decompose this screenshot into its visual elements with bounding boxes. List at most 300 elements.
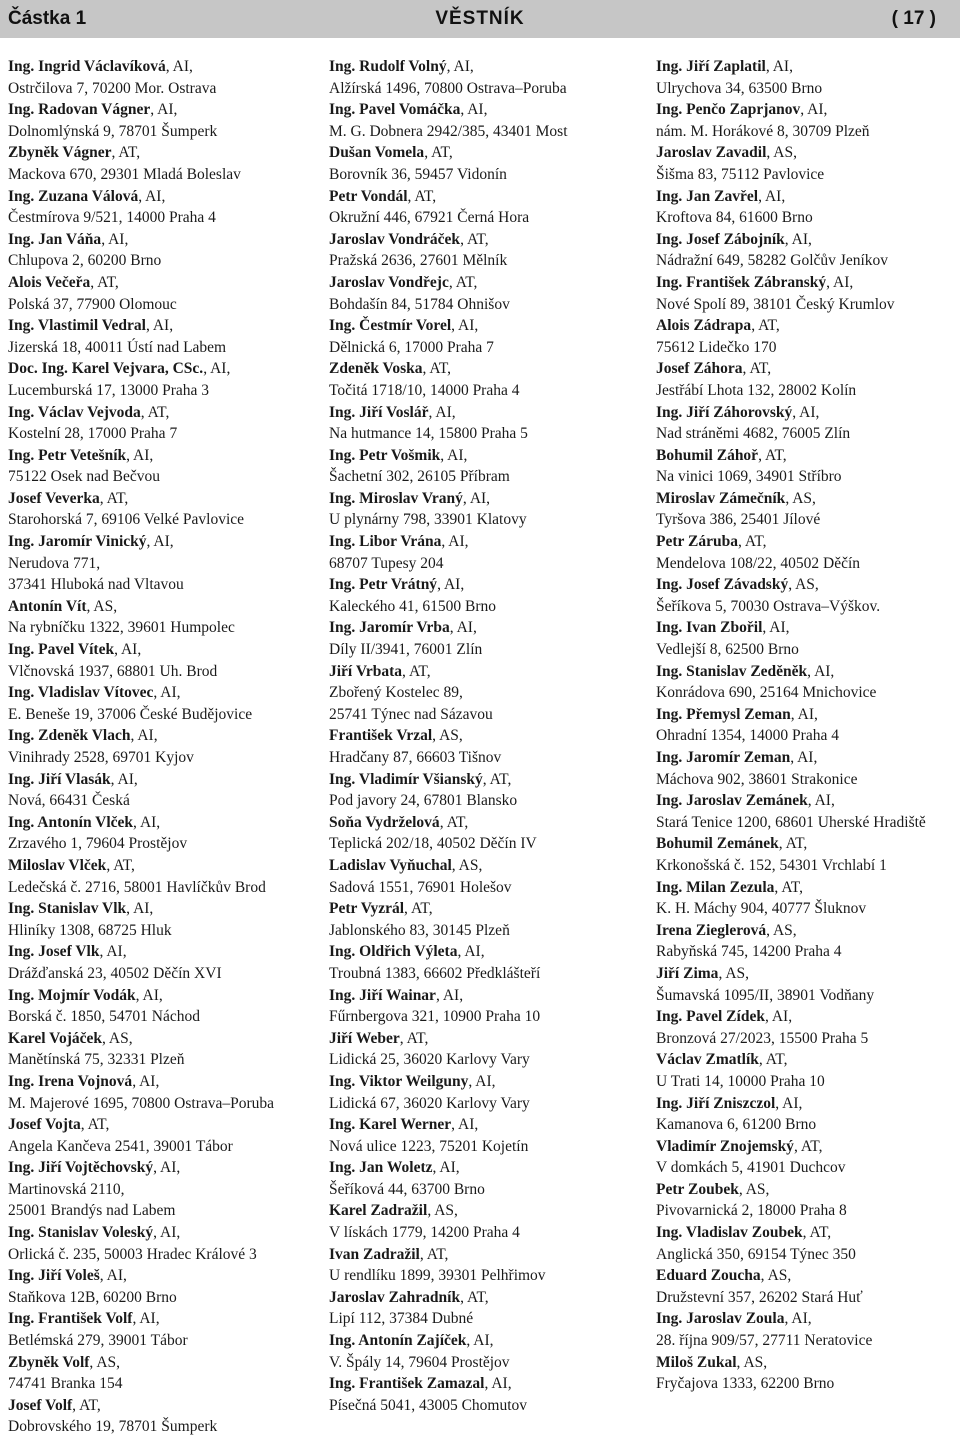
address-line: Chlupova 2, 60200 Brno [8,252,162,270]
authorization-code: , AI, [826,273,854,291]
entry-name-line [329,941,641,963]
address-line: nám. M. Horákové 8, 30709 Plzeň [656,122,870,140]
entry-name-line [656,877,956,899]
directory-entry [8,56,308,99]
directory-entry [656,661,956,704]
authorization-code: , AI, [153,1159,181,1177]
directory-entry [329,402,641,445]
authorization-code: , AI, [165,58,193,75]
authorization-code: , AT, [407,187,437,205]
person-name: Dušan Vomela [329,144,425,162]
authorization-code: , AT, [404,900,433,918]
entry-name-line [329,1287,641,1309]
entry-name-line [656,1136,956,1158]
authorization-code: , AI, [758,187,786,205]
person-name: Ing. Pavel Vomáčka [329,101,461,119]
directory-entry [329,272,641,315]
authorization-code: , AI, [99,943,127,961]
entry-name-line [329,1330,641,1352]
authorization-code: , AI, [484,1375,512,1393]
address-line: Drážďanská 23, 40502 Děčín XVI [8,964,222,982]
authorization-code: , AI, [130,727,158,745]
address-line: Okružní 446, 67921 Černá Hora [329,209,530,227]
address-line: Starohorská 7, 69106 Velké Pavlovice [8,511,245,529]
authorization-code: , AT, [460,1288,489,1306]
person-name: Irena Zieglerová [656,921,767,939]
directory-entry [329,186,641,229]
person-name: Ing. Petr Vetešník [8,446,127,464]
address-line: U Trati 14, 10000 Praha 10 [656,1072,825,1090]
entry-name-line [329,56,641,78]
address-line: Nádražní 649, 58282 Golčův Jeníkov [656,252,889,270]
page-number: ( 17 ) [891,8,936,29]
authorization-code: , AI, [428,403,456,421]
authorization-code: , AI, [99,1267,127,1285]
person-name: Ing. Jan Váňa [8,230,102,248]
person-name: Jaroslav Zavadil [656,144,767,162]
person-name: Alois Zádrapa [656,317,752,335]
authorization-code: , AI, [764,1008,793,1026]
authorization-code: , AT, [802,1224,832,1242]
directory-entry [329,1373,641,1416]
authorization-code: , AI, [792,403,820,421]
authorization-code: , AI, [153,684,181,702]
directory-entry [656,99,956,142]
entry-name-line [8,315,308,337]
address-line: Zbořený Kostelec 89, [329,684,463,702]
entry-name-line [656,747,956,769]
directory-entry [8,682,308,725]
entry-name-line [656,1179,956,1201]
directory-entry [329,617,641,660]
authorization-code: , AI, [462,489,491,507]
address-line: Tyršova 386, 25401 Jílové [656,511,821,529]
directory-entry [329,941,641,984]
person-name: Jaroslav Zahradník [329,1288,461,1306]
entry-name-line [8,596,308,618]
entry-name-line [329,402,641,424]
person-name: Petr Zoubek [656,1180,739,1198]
person-name: Ing. Josef Vlk [8,943,100,961]
authorization-code: , AT, [419,1245,449,1263]
directory-entry [656,315,956,358]
authorization-code: , AI, [132,1072,160,1090]
address-line: Polská 37, 77900 Olomouc [8,295,177,313]
directory-entry [329,531,641,574]
authorization-code: , AI, [807,662,835,680]
authorization-code: , AS, [89,1353,121,1371]
authorization-code: , AT, [742,360,772,378]
directory-entry [8,985,308,1028]
address-line: 74741 Branka 154 [8,1375,123,1393]
address-line: Na rybníčku 1322, 39601 Humpolec [8,619,235,637]
person-name: Ing. Pavel Vítek [8,641,115,659]
directory-entry [656,963,956,1006]
authorization-code: , AI, [441,533,469,551]
address-line: Borská č. 1850, 54701 Náchod [8,1008,200,1026]
authorization-code: , AI, [110,770,138,788]
authorization-code: , AI, [451,1116,479,1134]
directory-entry [656,186,956,229]
entry-name-line [329,531,641,553]
directory-entry [329,769,641,812]
entry-name-line [329,1028,641,1050]
directory-entry [8,531,308,596]
authorization-code: , AS, [736,1353,768,1371]
person-name: Ing. Vlastimil Vedral [8,317,146,335]
person-name: Ing. Vladislav Zoubek [656,1224,803,1242]
address-line: Hliníky 1308, 68725 Hluk [8,921,172,939]
directory-entry [656,229,956,272]
person-name: Ing. Rudolf Volný [329,58,447,75]
address-line: Nová, 66431 Česká [8,792,130,810]
authorization-code: , AI, [468,1072,496,1090]
person-name: Ing. Jaroslav Zoula [656,1310,785,1328]
directory-entry [329,574,641,617]
directory-entry [8,1395,308,1438]
address-line: Jestřábí Lhota 132, 28002 Kolín [656,381,857,399]
entry-name-line [656,1352,956,1374]
address-line: 37341 Hluboká nad Vltavou [8,576,184,594]
address-line: Orlická č. 235, 50003 Hradec Králové 3 [8,1245,257,1263]
directory-entry [8,725,308,768]
person-name: Ing. Stanislav Vlk [8,900,127,918]
entry-name-line [8,769,308,791]
authorization-code: , AS, [718,964,750,982]
address-line: Staňkova 12B, 60200 Brno [8,1288,177,1306]
person-name: Ing. Jan Zavřel [656,187,759,205]
entry-name-line [656,272,956,294]
entry-name-line [656,833,956,855]
person-name: Miloš Zukal [656,1353,737,1371]
person-name: Ing. Jiří Wainar [329,986,436,1004]
directory-entry [656,1265,956,1308]
column-2 [329,56,641,1416]
address-line: Rabyňská 745, 14200 Praha 4 [656,943,842,961]
person-name: Zbyněk Volf [8,1353,90,1371]
address-line: Lucemburská 17, 13000 Praha 3 [8,381,210,399]
directory-entry [329,445,641,488]
address-line: Anglická 350, 69154 Týnec 350 [656,1245,856,1263]
entry-name-line [656,229,956,251]
person-name: Antonín Vít [8,597,87,615]
address-line: Nad stráněmi 4682, 76005 Zlín [656,425,851,443]
person-name: Soňa Vydrželová [329,813,440,831]
address-line: Teplická 202/18, 40502 Děčín IV [329,835,537,853]
authorization-code: , AI, [435,986,464,1004]
entry-name-line [329,488,641,510]
authorization-code: , AS, [427,1202,458,1220]
person-name: Ing. Petr Vošmik [329,446,441,464]
authorization-code: , AI, [150,101,178,119]
entry-name-line [329,229,641,251]
authorization-code: , AT, [80,1116,110,1134]
entry-name-line [656,445,956,467]
authorization-code: , AT, [99,489,129,507]
entry-name-line [329,725,641,747]
entry-name-line [8,1308,308,1330]
entry-name-line [656,1265,956,1287]
person-name: Ing. Penčo Zaprjanov [656,101,801,119]
entry-name-line [656,790,956,812]
person-name: Ing. Jaromír Zeman [656,749,791,766]
directory-entry [329,1287,641,1330]
directory-entry [656,574,956,617]
entry-name-line [329,445,641,467]
address-line: Sadová 1551, 76901 Holešov [329,878,512,896]
entry-name-line [8,531,308,553]
person-name: Ing. Jiří Voleš [8,1267,100,1285]
authorization-code: , AI, [203,360,231,378]
address-line: Šeříková 44, 63700 Brno [329,1180,485,1198]
address-line: 75612 Lidečko 170 [656,338,777,356]
directory-entry [329,315,641,358]
directory-entry [329,1330,641,1373]
authorization-code: , AS, [760,1267,792,1285]
directory-entry [8,1114,308,1157]
directory-entry [329,56,641,99]
directory-entry [8,769,308,812]
authorization-code: , AS, [785,489,816,507]
entry-name-line [656,531,956,553]
entry-name-line [656,186,956,208]
address-line: Stará Tenice 1200, 68601 Uherské Hradiště [656,813,926,831]
directory-entry [656,1308,956,1351]
authorization-code: , AT, [424,144,453,162]
authorization-code: , AI, [790,705,818,723]
entry-name-line [656,704,956,726]
address-line: 75122 Osek nad Bečvou [8,468,160,486]
directory-entry [8,229,308,272]
address-line: Nové Spolí 89, 38101 Český Krumlov [656,295,895,313]
directory-entry [656,617,956,660]
directory-entry [329,1244,641,1287]
person-name: Ing. Milan Zezula [656,878,775,896]
address-line: 25001 Brandýs nad Labem [8,1202,176,1220]
entry-name-line [8,941,308,963]
authorization-code: , AI, [800,101,828,119]
entry-name-line [8,1114,308,1136]
address-line: Martinovská 2110, [8,1180,125,1198]
directory-entry [329,1114,641,1157]
entry-name-line [8,445,308,467]
address-line: Dobrovského 19, 78701 Šumperk [8,1418,218,1436]
person-name: Jaroslav Vondřejc [329,273,449,291]
address-line: Zrzavého 1, 79604 Prostějov [8,835,188,853]
authorization-code: , AI, [765,58,793,75]
person-name: Ing. Jaromír Vinický [8,533,147,551]
entry-name-line [8,402,308,424]
person-name: Ing. Karel Werner [329,1116,452,1134]
authorization-code: , AT, [90,273,119,291]
directory-entry [329,1200,641,1243]
person-name: Ing. Josef Zábojník [656,230,785,248]
address-line: E. Beneše 19, 37006 České Budějovice [8,705,253,723]
directory-entry [329,898,641,941]
authorization-code: , AT, [778,835,808,853]
directory-entry [329,661,641,726]
person-name: Ing. Jaromír Vrba [329,619,450,637]
entry-name-line [8,229,308,251]
address-line: Vlčnovská 1937, 68801 Uh. Brod [8,662,218,680]
address-line: Kostelní 28, 17000 Praha 7 [8,425,178,443]
authorization-code: , AT, [758,446,787,464]
directory-entry [329,142,641,185]
entry-name-line [8,56,308,78]
authorization-code: , AT, [72,1396,101,1414]
person-name: Ivan Zadražil [329,1245,420,1263]
person-name: Ing. Čestmír Vorel [329,317,452,335]
authorization-code: , AI, [146,533,174,551]
entry-name-line [8,639,308,661]
authorization-code: , AI, [790,749,818,766]
authorization-code: , AT, [737,533,767,551]
address-line: Vedlejší 8, 62500 Brno [656,641,799,659]
address-line: Šišma 83, 75112 Pavlovice [656,165,825,183]
address-line: Nová ulice 1223, 75201 Kojetín [329,1137,529,1155]
publication-title: VĚSTNÍK [435,8,525,29]
authorization-code: , AT, [793,1137,823,1155]
address-line: Manětínská 75, 32331 Plzeň [8,1051,185,1069]
entry-name-line [656,1308,956,1330]
authorization-code: , AI, [153,1224,181,1242]
address-line: Mendelova 108/22, 40502 Děčín [656,554,861,572]
authorization-code: , AS, [451,856,483,874]
person-name: Ing. Antonín Vlček [8,813,134,831]
address-line: V. Špály 14, 79604 Prostějov [329,1353,510,1371]
address-line: Družstevní 357, 26202 Stará Huť [656,1288,863,1306]
directory-entry [8,941,308,984]
directory-entry [8,855,308,898]
person-name: Bohumil Zemánek [656,835,779,853]
directory-entry [656,1049,956,1092]
authorization-code: , AT, [140,403,170,421]
entry-name-line [329,1071,641,1093]
person-name: Karel Zadražil [329,1202,428,1220]
person-name: Zdeněk Voska [329,360,423,378]
entry-name-line [656,1222,956,1244]
authorization-code: , AI, [114,641,142,659]
entry-name-line [329,661,641,683]
entry-name-line [329,358,641,380]
address-line: Čestmírova 9/521, 14000 Praha 4 [8,209,216,227]
directory-entry [8,358,308,401]
address-line: M. Majerové 1695, 70800 Ostrava–Poruba [8,1094,275,1112]
entry-name-line [8,272,308,294]
entry-name-line [329,186,641,208]
entry-name-line [8,142,308,164]
person-name: Ing. Václav Vejvoda [8,403,141,421]
column-3 [656,56,956,1395]
person-name: Ing. Jiří Voslář [329,403,429,421]
directory-entry [656,1006,956,1049]
address-line: Krkonošská č. 152, 54301 Vrchlabí 1 [656,856,887,874]
directory-entry [656,358,956,401]
authorization-code: , AI, [126,446,154,464]
address-line: Vinihrady 2528, 69701 Kyjov [8,749,194,766]
entry-name-line [329,142,641,164]
person-name: Karel Vojáček [8,1029,102,1047]
entry-name-line [329,617,641,639]
entry-name-line [8,1028,308,1050]
issue-number: Částka 1 [8,8,87,29]
directory-entry [8,1028,308,1071]
entry-name-line [8,488,308,510]
entry-name-line [656,963,956,985]
entry-name-line [656,142,956,164]
authorization-code: , AI, [460,101,488,119]
authorization-code: , AI, [101,230,129,248]
directory-entry [329,855,641,898]
authorization-code: , AS, [86,597,118,615]
person-name: Zbyněk Vágner [8,144,112,162]
person-name: Ing. František Zamazal [329,1375,485,1393]
entry-name-line [329,985,641,1007]
entry-name-line [329,812,641,834]
entry-name-line [329,1200,641,1222]
directory-entry [8,315,308,358]
address-line: Točitá 1718/10, 14000 Praha 4 [329,381,520,399]
authorization-code: , AT, [402,662,431,680]
person-name: Miloslav Vlček [8,856,107,874]
person-name: Ing. František Zábranský [656,273,827,291]
authorization-code: , AT, [422,360,452,378]
directory-entry [656,1136,956,1179]
directory-entry [8,596,308,639]
address-line: Fűrnbergova 321, 10900 Praha 10 [329,1008,541,1026]
person-name: Petr Vondál [329,187,408,205]
entry-name-line [8,1395,308,1417]
address-line: V lískách 1779, 14200 Praha 4 [329,1224,520,1242]
person-name: Ing. Pavel Zídek [656,1008,765,1026]
directory-entry [656,1093,956,1136]
directory-entry [8,1308,308,1351]
entry-name-line [656,99,956,121]
person-name: Ing. Ingrid Václavíková [8,58,166,75]
entry-name-line [8,682,308,704]
directory-entry [8,402,308,445]
authorization-code: , AI, [440,446,468,464]
person-name: Josef Veverka [8,489,100,507]
authorization-code: , AI, [132,1310,160,1328]
entry-name-line [329,315,641,337]
address-line: U plynárny 798, 33901 Klatovy [329,511,527,529]
person-name: Ing. Jaroslav Zemánek [656,792,808,810]
directory-entry [656,531,956,574]
directory-entry [329,358,641,401]
person-name: Ing. Irena Vojnová [8,1072,133,1090]
authorization-code: , AS, [766,144,797,162]
address-line: Ostrčilova 7, 70200 Mor. Ostrava [8,79,217,97]
directory-entry [656,56,956,99]
person-name: Petr Záruba [656,533,738,551]
entry-name-line [656,1093,956,1115]
address-line: Pod javory 24, 67801 Blansko [329,792,518,810]
entry-name-line [8,1265,308,1287]
directory-entry [656,704,956,747]
authorization-code: , AS, [788,576,819,594]
entry-name-line [329,1244,641,1266]
address-line: Na vinici 1069, 34901 Stříbro [656,468,842,486]
address-line: Dolnomlýnská 9, 78701 Šumperk [8,122,218,140]
directory-entry [8,812,308,855]
address-line: Borovník 36, 59457 Vidonín [329,165,507,183]
entry-name-line [656,1006,956,1028]
address-line: Alžírská 1496, 70800 Ostrava–Poruba [329,79,567,97]
authorization-code: , AI, [466,1332,494,1350]
address-line: Máchova 902, 38601 Strakonice [656,770,858,788]
directory-entry [656,402,956,445]
